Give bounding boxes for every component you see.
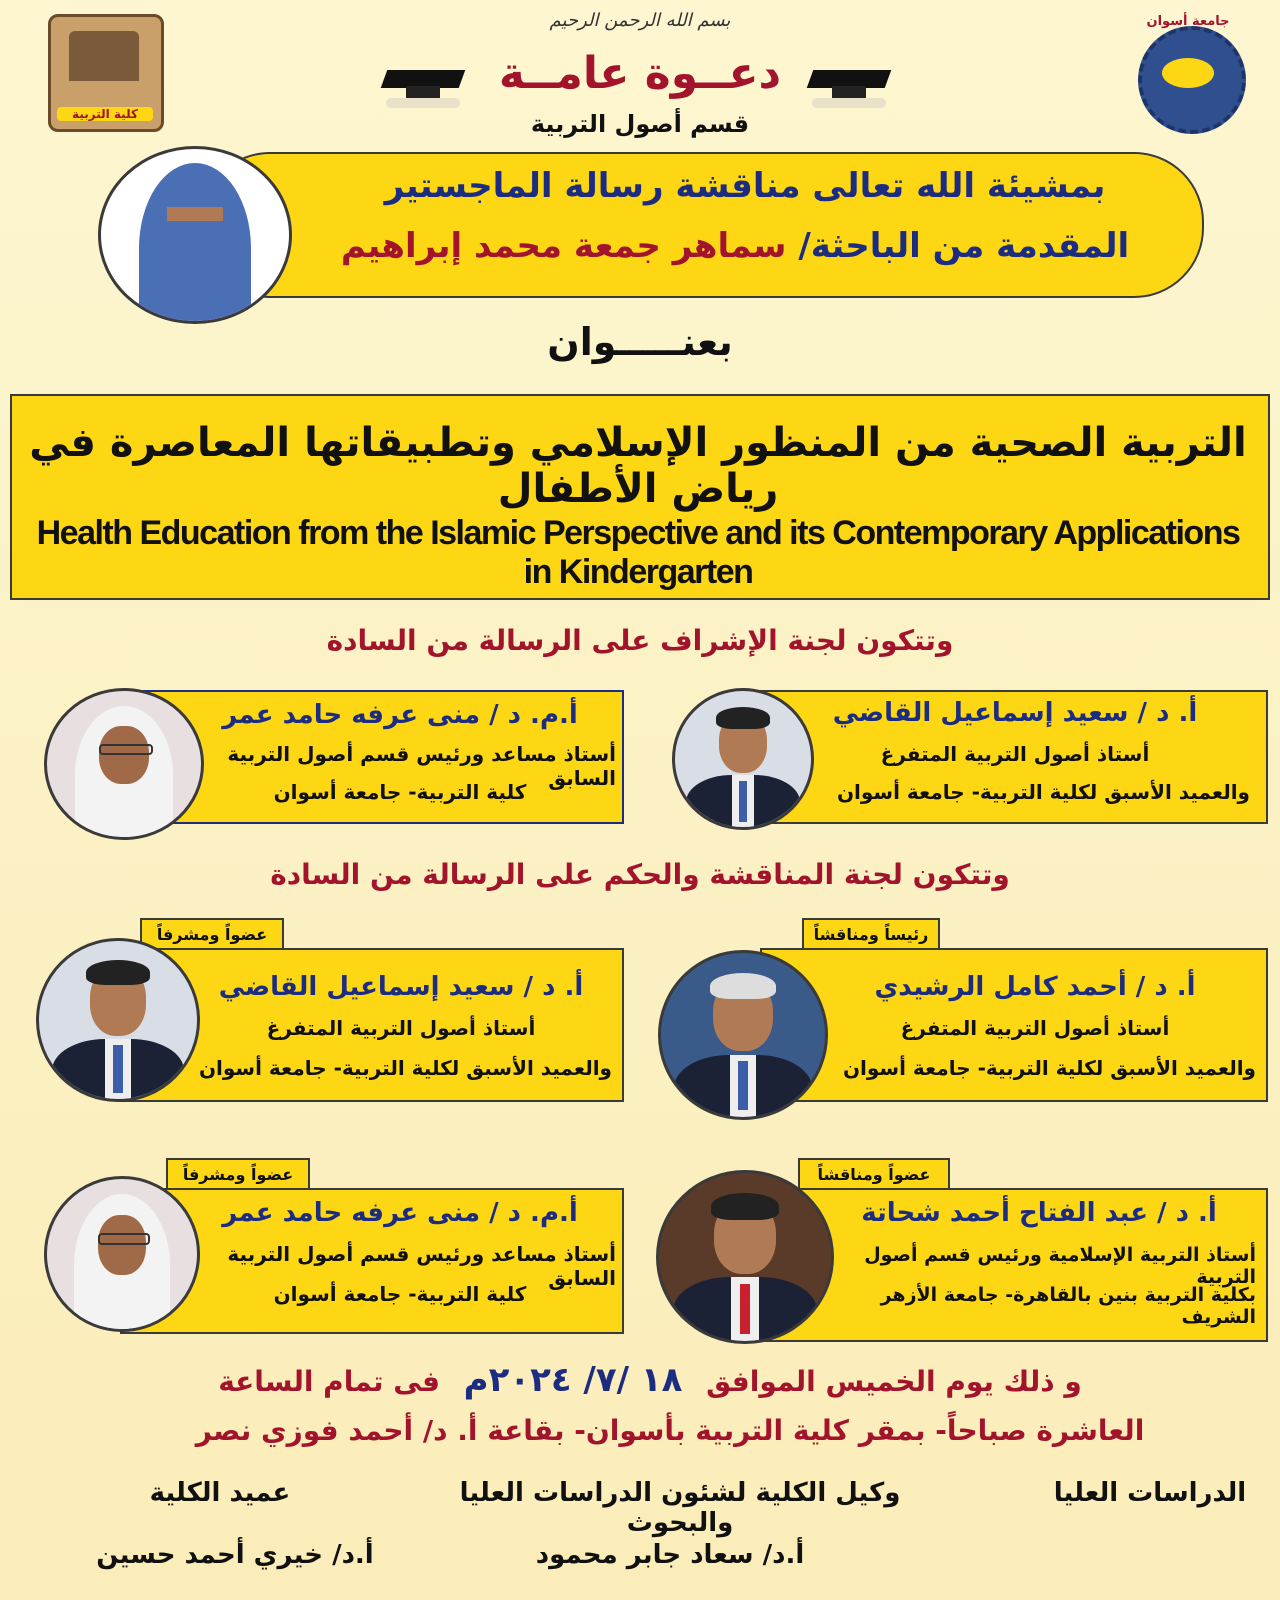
candidate-prefix: المقدمة من الباحثة/ bbox=[798, 226, 1130, 266]
schedule-date: ١٨ /٧/ ٢٠٢٤م bbox=[463, 1360, 683, 1400]
dean-title: عميد الكلية bbox=[149, 1478, 291, 1508]
committee-affiliation: بكلية التربية بنين بالقاهرة- جامعة الأزهر الشريف bbox=[880, 1284, 1256, 1328]
left-logo-label: كلية التربية bbox=[57, 107, 153, 121]
niqab-figure bbox=[139, 163, 252, 324]
invitation-heading: دعــوة عامــة bbox=[498, 48, 782, 99]
thesis-arabic: التربية الصحية من المنظور الإسلامي وتطبيقاتها المعاصرة في رياض الأطفال bbox=[29, 420, 1247, 512]
basmala: بسم الله الرحمن الرحيم bbox=[549, 10, 731, 31]
eyes-strip bbox=[167, 207, 223, 221]
vice-dean-title: وكيل الكلية لشئون الدراسات العليا والبحوث bbox=[459, 1478, 901, 1538]
supervisor-title: أستاذ مساعد ورئيس قسم أصول التربية السابق bbox=[227, 742, 616, 790]
graduation-cap-icon bbox=[806, 70, 892, 110]
committee-name: أ. د / سعيد إسماعيل القاضي bbox=[218, 972, 584, 1002]
supervision-heading: وتتكون لجنة الإشراف على الرسالة من السادة bbox=[326, 624, 954, 657]
supervisor-name: أ.م. د / منى عرفه حامد عمر bbox=[222, 700, 578, 730]
committee-name: أ. د / أحمد كامل الرشيدي bbox=[874, 972, 1196, 1002]
left-logo bbox=[48, 14, 164, 132]
schedule-line2: العاشرة صباحاً- بمقر كلية التربية بأسوان- بقاعة أ. د/ أحمد فوزي نصر bbox=[195, 1414, 1145, 1447]
committee-affiliation: والعميد الأسبق لكلية التربية- جامعة أسوان bbox=[842, 1056, 1256, 1080]
committee-title: أستاذ أصول التربية المتفرغ bbox=[900, 1016, 1170, 1040]
committee-photo bbox=[36, 938, 200, 1102]
role-tag: عضواً ومناقشاً bbox=[798, 1158, 950, 1190]
committee-name: أ.م. د / منى عرفه حامد عمر bbox=[222, 1198, 578, 1228]
right-logo bbox=[1138, 14, 1238, 134]
schedule-line1 bbox=[180, 1360, 1120, 1400]
candidate-line1: بمشيئة الله تعالى مناقشة رسالة الماجستير bbox=[384, 166, 1106, 206]
schedule-prefix: و ذلك يوم الخميس الموافق bbox=[706, 1365, 1082, 1398]
schedule-suffix: فى تمام الساعة bbox=[218, 1365, 440, 1398]
supervisor-affiliation: كلية التربية- جامعة أسوان bbox=[273, 780, 527, 804]
committee-photo bbox=[658, 950, 828, 1120]
supervisor-photo bbox=[672, 688, 814, 830]
graduate-studies-label: الدراسات العليا bbox=[1053, 1478, 1247, 1508]
supervisor-photo bbox=[44, 688, 204, 840]
vice-dean-name: أ.د/ سعاد جابر محمود bbox=[535, 1540, 805, 1570]
building-icon bbox=[69, 31, 139, 81]
candidate-photo bbox=[98, 146, 292, 324]
committee-affiliation: كلية التربية- جامعة أسوان bbox=[273, 1282, 527, 1306]
committee-title: أستاذ التربية الإسلامية ورئيس قسم أصول التربية bbox=[864, 1244, 1256, 1288]
role-tag: عضواً ومشرفاً bbox=[140, 918, 284, 950]
committee-title: أستاذ مساعد ورئيس قسم أصول التربية السابق bbox=[227, 1242, 616, 1290]
supervisor-title: أستاذ أصول التربية المتفرغ bbox=[880, 742, 1150, 766]
committee-name: أ. د / عبد الفتاح أحمد شحاتة bbox=[861, 1198, 1217, 1228]
supervisor-affiliation: والعميد الأسبق لكلية التربية- جامعة أسوان bbox=[836, 780, 1250, 804]
candidate-line2 bbox=[300, 226, 1170, 266]
eye-of-horus-icon bbox=[1162, 58, 1214, 88]
role-tag: رئيساً ومناقشاً bbox=[802, 918, 940, 950]
graduation-cap-icon bbox=[380, 70, 466, 110]
dean-name: أ.د/ خيري أحمد حسين bbox=[96, 1540, 374, 1570]
department: قسم أصول التربية bbox=[530, 110, 750, 138]
committee-title: أستاذ أصول التربية المتفرغ bbox=[266, 1016, 536, 1040]
candidate-name: سماهر جمعة محمد إبراهيم bbox=[340, 226, 787, 266]
role-tag: عضواً ومشرفاً bbox=[166, 1158, 310, 1190]
thesis-english: Health Education from the Islamic Perspective and its Contemporary Applications in Kindergarten bbox=[36, 514, 1240, 591]
committee-affiliation: والعميد الأسبق لكلية التربية- جامعة أسوان bbox=[198, 1056, 612, 1080]
title-label: بعنـــــوان bbox=[547, 320, 733, 364]
supervisor-name: أ. د / سعيد إسماعيل القاضي bbox=[832, 698, 1198, 728]
committee-photo bbox=[656, 1170, 834, 1344]
right-logo-label: جامعة أسوان bbox=[1146, 14, 1230, 29]
committee-heading: وتتكون لجنة المناقشة والحكم على الرسالة من السادة bbox=[270, 858, 1010, 891]
committee-photo bbox=[44, 1176, 200, 1332]
